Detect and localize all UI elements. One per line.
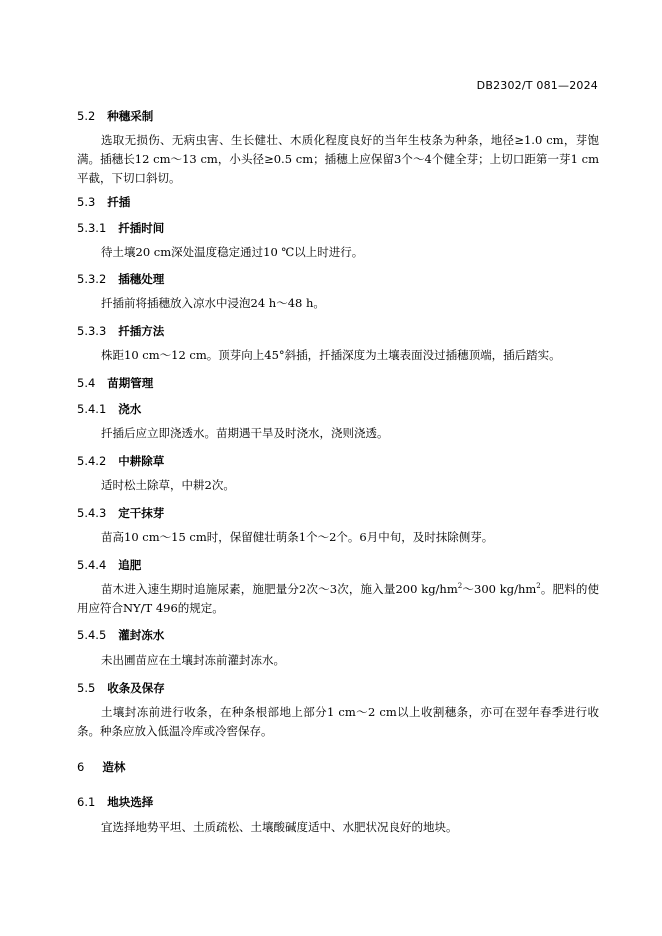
paragraph-5-5: 土壤封冻前进行收条，在种条根部地上部分1 cm～2 cm以上收割穗条，亦可在翌年春季进行收条。种条应放入低温冷库或冷窖保存。 <box>77 705 599 738</box>
paragraph-5-3-3: 株距10 cm～12 cm。顶芽向上45°斜插，扦插深度为土壤表面没过插穗顶端，插后踏实。 <box>101 348 561 362</box>
paragraph-5-4-5: 未出圃苗应在土壤封冻前灌封冻水。 <box>101 653 285 667</box>
heading-number: 5.3.2 <box>77 272 107 286</box>
heading-title: 灌封冻水 <box>118 628 165 642</box>
paragraph-5-4-2: 适时松土除草，中耕2次。 <box>101 478 235 492</box>
heading-number: 5.3 <box>77 195 96 209</box>
heading-5-4-5 <box>77 627 164 643</box>
standard-code: DB2302/T 081—2024 <box>476 79 598 92</box>
heading-number: 5.3.3 <box>77 324 107 338</box>
heading-6-1 <box>77 794 153 810</box>
heading-title: 造林 <box>102 760 126 774</box>
paragraph-5-3-2: 扦插前将插穗放入凉水中浸泡24 h～48 h。 <box>101 296 325 310</box>
heading-6 <box>77 759 125 775</box>
heading-number: 5.4.5 <box>77 628 107 642</box>
heading-5-4-4 <box>77 557 141 573</box>
paragraph-5-2: 选取无损伤、无病虫害、生长健壮、木质化程度良好的当年生枝条为种条，地径≥1.0 cm，芽饱满。插穗长12 cm～13 cm，小头径≥0.5 cm；插穗上应保留3个～4个健全芽；上切口距第一芽1 cm平截，下切口斜切。 <box>77 133 599 185</box>
heading-title: 中耕除草 <box>118 454 165 468</box>
heading-title: 扦插 <box>107 195 131 209</box>
heading-number: 5.5 <box>77 681 96 695</box>
heading-title: 收条及保存 <box>107 681 165 695</box>
heading-title: 苗期管理 <box>107 376 154 390</box>
heading-title: 定干抹芽 <box>118 506 165 520</box>
heading-number: 5.4.2 <box>77 454 107 468</box>
heading-title: 种穗采制 <box>107 109 154 123</box>
paragraph-5-4-3: 苗高10 cm～15 cm时，保留健壮萌条1个～2个。6月中旬，及时抹除侧芽。 <box>101 530 494 544</box>
heading-5-3-3 <box>77 323 164 339</box>
heading-5-2 <box>77 108 153 124</box>
paragraph-6-1: 宜选择地势平坦、土质疏松、土壤酸碱度适中、水肥状况良好的地块。 <box>101 820 458 834</box>
heading-title: 追肥 <box>118 558 142 572</box>
heading-5-4-3 <box>77 505 164 521</box>
paragraph-5-3-1: 待土壤20 cm深处温度稳定通过10 ℃以上时进行。 <box>101 245 364 259</box>
heading-5-3 <box>77 194 130 210</box>
heading-number: 5.4 <box>77 376 96 390</box>
heading-title: 浇水 <box>118 402 142 416</box>
superscript: 2 <box>457 582 463 591</box>
heading-5-4-2 <box>77 453 164 469</box>
heading-number: 5.3.1 <box>77 221 107 235</box>
text-part: 。肥料的使用应符合NY/T 496的规定。 <box>77 582 600 615</box>
text-part: ～300 kg/hm <box>462 582 537 596</box>
heading-number: 5.4.4 <box>77 558 107 572</box>
superscript: 2 <box>536 582 541 591</box>
heading-title: 地块选择 <box>107 795 154 809</box>
heading-title: 扦插方法 <box>118 324 165 338</box>
heading-5-4 <box>77 375 153 391</box>
heading-number: 6.1 <box>77 795 96 809</box>
heading-number: 5.2 <box>77 109 96 123</box>
paragraph-5-4-1: 扦插后应立即浇透水。苗期遇干旱及时浇水，浇则浇透。 <box>101 426 389 440</box>
heading-number: 5.4.1 <box>77 402 107 416</box>
paragraph-5-4-4 <box>77 580 599 618</box>
heading-number: 5.4.3 <box>77 506 107 520</box>
heading-number: 6 <box>77 760 85 774</box>
heading-5-3-1 <box>77 220 164 236</box>
heading-5-5 <box>77 680 165 696</box>
text-part: 苗木进入速生期时追施尿素，施肥量分2次～3次，施入量200 kg/hm <box>101 582 458 596</box>
heading-5-4-1 <box>77 401 141 417</box>
heading-5-3-2 <box>77 271 164 287</box>
heading-title: 扦插时间 <box>118 221 165 235</box>
heading-title: 插穗处理 <box>118 272 165 286</box>
